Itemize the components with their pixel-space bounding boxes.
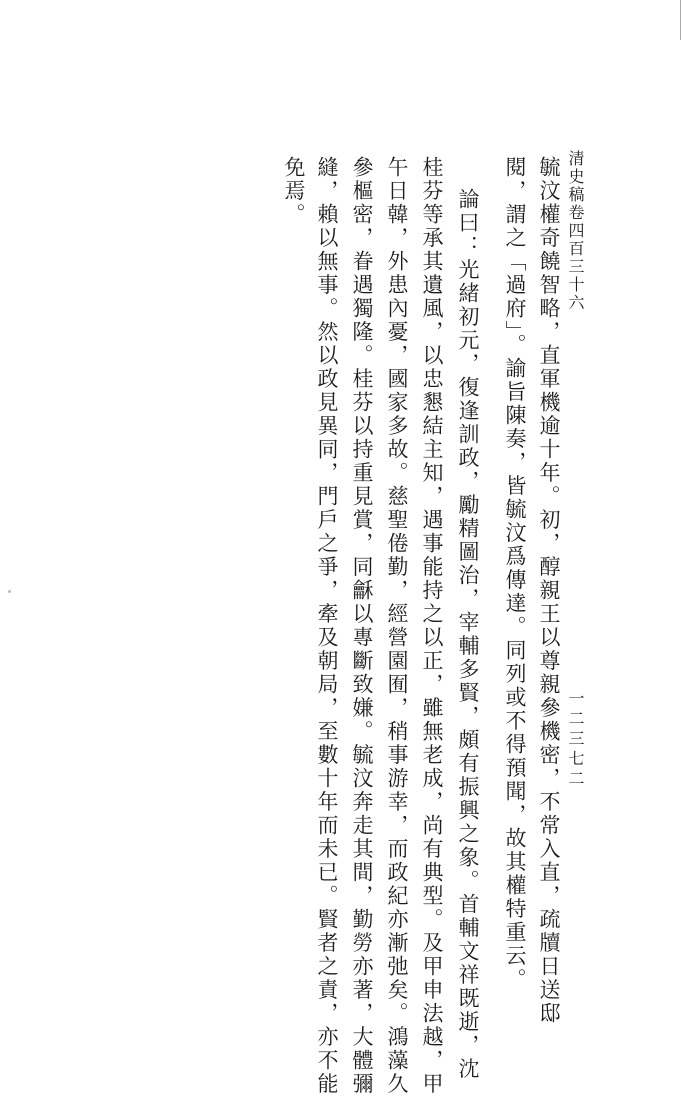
scan-speck xyxy=(8,590,11,593)
text-column-6: 參樞密，眷遇獨隆。桂芬以持重見賞，同龢以專斷致嫌。毓汶奔走其間，勤勞亦著，大體彌 xyxy=(350,156,374,1096)
text-column-8: 免焉。 xyxy=(282,156,306,227)
text-column-1: 毓汶權奇饒智略，直軍機逾十年。初，醇親王以尊親參機密，不常入直，疏牘日送邸 xyxy=(537,156,561,1026)
running-header: 清史稿卷四百三十六 xyxy=(566,150,585,312)
text-column-2: 閱，謂之「過府」。諭旨陳奏，皆毓汶爲傳達。同列或不得預聞，故其權特重云。 xyxy=(503,156,527,992)
text-column-7: 縫，賴以無事。然以政見異同，門戶之爭，牽及朝局，至數十年而未已。賢者之責，亦不能 xyxy=(315,156,339,1096)
page-number: 一二三七二 xyxy=(566,690,585,790)
text-column-3: 論曰：光緒初元，復逢訓政，勵精圖治，宰輔多賢，頗有振興之象。首輔文祥既逝，沈 xyxy=(456,188,480,1081)
text-column-4: 桂芬等承其遺風，以忠懇結主知，遇事能持之以正，雖無老成，尚有典型。及甲申法越，甲 xyxy=(420,156,444,1096)
text-column-5: 午日韓，外患內憂，國家多故。慈聖倦勤，經營園囿，稍事游幸，而政紀亦漸弛矣。鴻藻久 xyxy=(385,156,409,1096)
